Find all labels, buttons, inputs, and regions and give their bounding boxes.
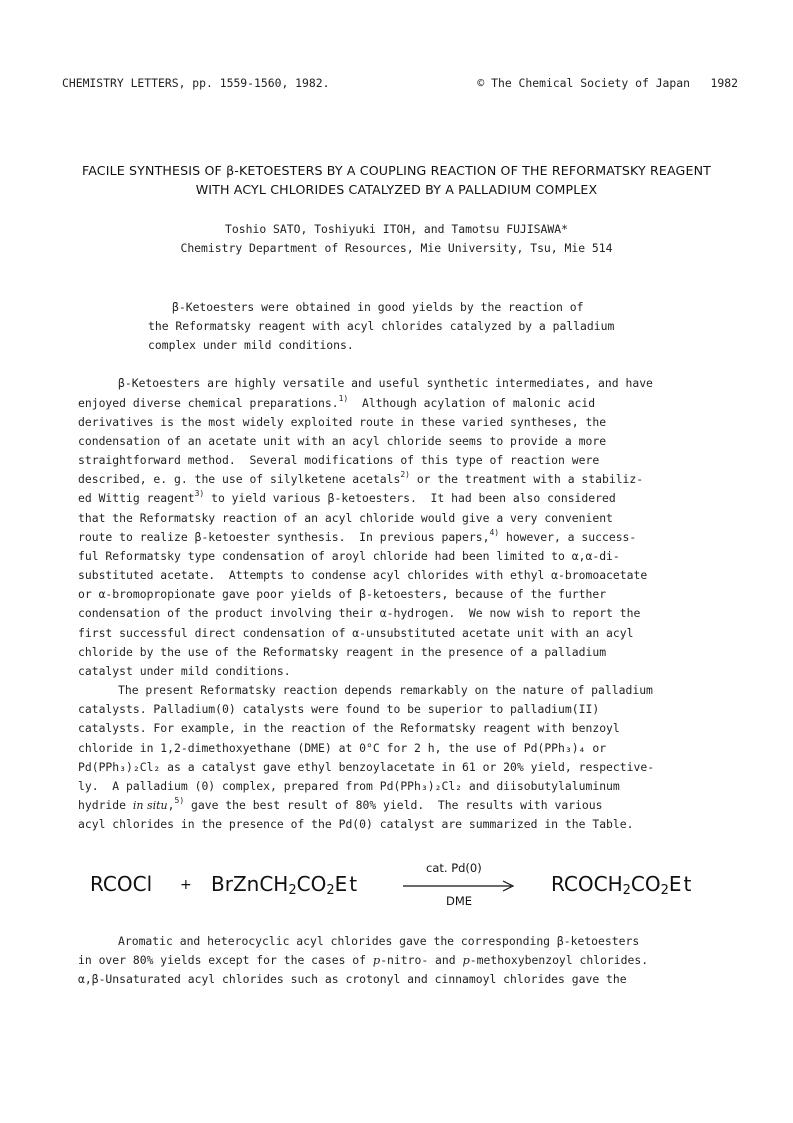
reference-marker: 2) xyxy=(400,470,410,479)
reference-marker: 3) xyxy=(194,489,205,498)
product-beta-ketoester xyxy=(551,872,693,898)
paper-title-line-2: WITH ACYL CHLORIDES CATALYZED BY A PALLADIUM COMPLEX xyxy=(195,182,598,197)
formula-part: Et xyxy=(668,872,694,896)
body-line: that the Reformatsky reaction of an acyl chloride would give a very convenient xyxy=(78,511,613,525)
plus-sign: + xyxy=(180,877,192,893)
reactant-acyl-chloride: RCOCl xyxy=(90,872,153,896)
body-line: or α-bromopropionate gave poor yields of β-ketoesters, because of the further xyxy=(78,587,607,601)
text-span: -methoxybenzoyl chlorides. xyxy=(469,953,649,967)
formula-subscript: 2 xyxy=(660,883,669,898)
text-span: hydride xyxy=(78,798,133,812)
body-line xyxy=(78,472,643,486)
formula-subscript: 2 xyxy=(622,883,631,898)
body-line: ly. A palladium (0) complex, prepared from Pd(PPh₃)₂Cl₂ and diisobutylaluminum xyxy=(78,779,620,793)
text-span: or the treatment with a stabiliz- xyxy=(409,472,644,486)
body-line xyxy=(78,798,602,812)
author-list: Toshio SATO, Toshiyuki ITOH, and Tamotsu FUJISAWA* xyxy=(225,222,568,236)
formula-subscript: 2 xyxy=(288,883,297,898)
text-span: in over 80% yields except for the cases of xyxy=(78,953,373,967)
body-line: chloride in 1,2-dimethoxyethane (DME) at 0°C for 2 h, the use of Pd(PPh₃)₄ or xyxy=(78,741,607,755)
text-span: however, a success- xyxy=(499,530,637,544)
body-line: ful Reformatsky type condensation of aroyl chloride had been limited to α,α-di- xyxy=(78,549,620,563)
body-line: catalyst under mild conditions. xyxy=(78,664,291,678)
text-span: -nitro- and xyxy=(380,953,463,967)
abstract-line: β-Ketoesters were obtained in good yields by the reaction of xyxy=(172,300,584,314)
text-span: to yield various β-ketoesters. It had been also considered xyxy=(204,491,616,505)
text-span: enjoyed diverse chemical preparations. xyxy=(78,396,339,410)
body-line: β-Ketoesters are highly versatile and useful synthetic intermediates, and have xyxy=(118,376,653,390)
body-line xyxy=(78,396,595,410)
formula-part: Et xyxy=(334,872,360,896)
body-line: condensation of an acetate unit with an acyl chloride seems to provide a more xyxy=(78,434,607,448)
reference-marker: 4) xyxy=(489,528,500,537)
text-span: ed Wittig reagent xyxy=(78,491,195,505)
body-line xyxy=(78,953,648,967)
text-span: route to realize β-ketoester synthesis. In previous papers, xyxy=(78,530,490,544)
text-span: , xyxy=(167,798,175,812)
reaction-scheme xyxy=(0,856,793,916)
text-span: described, e. g. the use of silylketene acetals xyxy=(78,472,401,486)
text-span: Although acylation of malonic acid xyxy=(348,396,596,410)
body-line: Pd(PPh₃)₂Cl₂ as a catalyst gave ethyl benzoylacetate in 61 or 20% yield, respective- xyxy=(78,760,655,774)
formula-part: RCOCH xyxy=(551,872,623,896)
body-line: first successful direct condensation of α-unsubstituted acetate unit with an acyl xyxy=(78,626,634,640)
body-line xyxy=(78,491,616,505)
reaction-arrow-icon xyxy=(403,880,515,892)
formula-part: CO xyxy=(630,872,661,896)
body-line: condensation of the product involving their α-hydrogen. We now wish to report the xyxy=(78,606,641,620)
abstract-line: the Reformatsky reagent with acyl chlorides catalyzed by a palladium xyxy=(148,319,615,333)
italic-text: in situ xyxy=(132,799,168,812)
body-line: chloride by the use of the Reformatsky reagent in the presence of a palladium xyxy=(78,645,607,659)
body-line: derivatives is the most widely exploited route in these varied syntheses, the xyxy=(78,415,607,429)
italic-text: p xyxy=(372,953,381,967)
formula-subscript: 2 xyxy=(326,883,335,898)
body-line: substituted acetate. Attempts to condense acyl chlorides with ethyl α-bromoacetate xyxy=(78,568,648,582)
italic-text: p xyxy=(462,953,470,967)
catalyst-label: cat. Pd(0) xyxy=(426,861,482,875)
body-line: α,β-Unsaturated acyl chlorides such as crotonyl and cinnamoyl chlorides gave the xyxy=(78,972,627,986)
reference-marker: 1) xyxy=(338,394,349,403)
reactant-reformatsky-reagent xyxy=(211,872,359,898)
body-line: The present Reformatsky reaction depends remarkably on the nature of palladium xyxy=(118,683,653,697)
text-span: gave the best result of 80% yield. The results with various xyxy=(184,798,603,812)
formula-part: BrZnCH xyxy=(211,872,289,896)
paper-title-line-1: FACILE SYNTHESIS OF β-KETOESTERS BY A COUPLING REACTION OF THE REFORMATSKY REAGENT xyxy=(82,163,711,178)
body-line: Aromatic and heterocyclic acyl chlorides gave the corresponding β-ketoesters xyxy=(118,934,640,948)
abstract-line: complex under mild conditions. xyxy=(148,338,354,352)
body-line: acyl chlorides in the presence of the Pd(0) catalyst are summarized in the Table. xyxy=(78,817,634,831)
body-line: catalysts. For example, in the reaction of the Reformatsky reagent with benzoyl xyxy=(78,721,620,735)
body-line xyxy=(78,530,636,544)
body-line: catalysts. Palladium(0) catalysts were found to be superior to palladium(II) xyxy=(78,702,600,716)
affiliation: Chemistry Department of Resources, Mie University, Tsu, Mie 514 xyxy=(180,241,613,255)
solvent-label: DME xyxy=(446,894,473,908)
formula-part: CO xyxy=(296,872,327,896)
body-line: straightforward method. Several modifications of this type of reaction were xyxy=(78,453,600,467)
copyright-notice: © The Chemical Society of Japan 1982 xyxy=(477,76,738,90)
reference-marker: 5) xyxy=(174,796,185,805)
journal-citation: CHEMISTRY LETTERS, pp. 1559-1560, 1982. xyxy=(62,76,330,90)
